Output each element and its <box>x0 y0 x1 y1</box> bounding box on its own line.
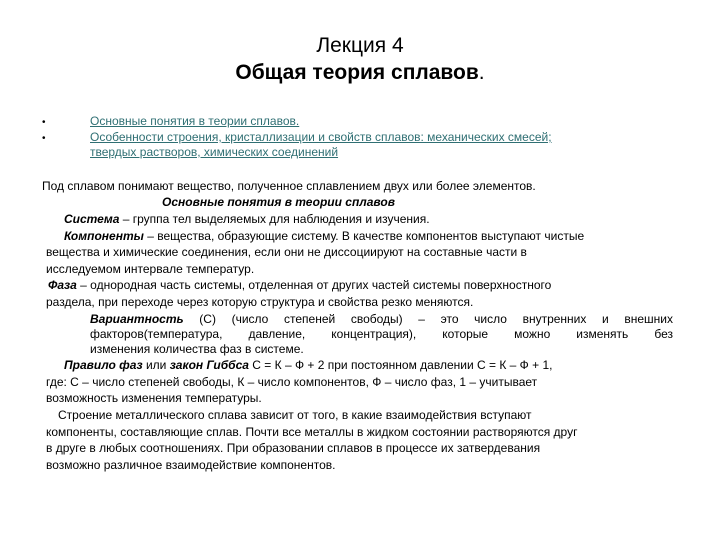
definition-komponenty <box>64 228 584 245</box>
lecture-title-dot: . <box>478 61 485 84</box>
bullet-marker: • <box>42 133 46 144</box>
structure-paragraph-line4: возможно различное взаимодействие компонентов. <box>46 458 336 472</box>
intro-text: Под сплавом понимают вещество, полученное сплавлением двух или более элементов. <box>42 179 536 193</box>
definition-komponenty-line3: исследуемом интервале температур. <box>46 262 255 276</box>
structure-paragraph: Строение металлического сплава зависит от того, в какие взаимодействия вступают <box>58 408 532 422</box>
topic-link-1[interactable]: Основные понятия в теории сплавов. <box>90 114 300 128</box>
lecture-number: Лекция 4 <box>316 34 404 57</box>
topic-link-2-cont[interactable]: твердых растворов, химических соединений <box>90 145 339 159</box>
definition-sistema-text: – группа тел выделяемых для наблюдения и изучения. <box>119 212 430 226</box>
definition-faza-text: – однородная часть системы, отделенная от других частей системы поверхностного <box>76 278 552 292</box>
term-komponenty: Компоненты <box>64 229 144 243</box>
structure-paragraph-line2: компоненты, составляющие сплав. Почти все металлы в жидком состоянии растворяются друг <box>46 425 578 439</box>
term-variantnost: Вариантность <box>90 312 184 326</box>
structure-paragraph-line3: в друге в любых соотношениях. При образовании сплавов в процессе их затвердевания <box>46 441 541 455</box>
gibbs-formula: С = К – Ф + 2 при постоянном давлении С = К – Ф + 1, <box>248 358 553 372</box>
topic-link-2[interactable]: Особенности строения, кристаллизации и свойств сплавов: механических смесей; <box>90 130 552 144</box>
term-faza: Фаза <box>48 278 77 292</box>
definition-faza <box>48 277 551 294</box>
definition-variantnost-line2: факторов(температура, давление, концентрация), которые можно изменять без <box>90 327 673 341</box>
definition-variantnost-text: (С) (число степеней свободы) – это число внутренних и внешних <box>183 312 673 326</box>
term-gibbs-law: закон Гиббса <box>169 358 249 372</box>
term-phase-rule: Правило фаз <box>64 358 143 372</box>
definition-sistema <box>64 211 430 228</box>
term-sistema: Система <box>64 212 120 226</box>
gibbs-rule-line3: возможность изменения температуры. <box>46 391 262 405</box>
definition-faza-line2: раздела, при переходе через которую структура и свойства резко меняются. <box>46 295 474 309</box>
gibbs-rule <box>64 357 552 374</box>
lecture-title-text: Общая теория сплавов <box>235 61 479 84</box>
bullet-marker: • <box>42 117 46 128</box>
gibbs-rule-line2: где: С – число степеней свободы, К – число компонентов, Ф – число фаз, 1 – учитывает <box>46 375 538 389</box>
subheading: Основные понятия в теории сплавов <box>162 195 395 209</box>
definition-komponenty-line2: вещества и химические соединения, если они не диссоциируют на составные части в <box>46 245 527 259</box>
gibbs-connector: или <box>142 358 170 372</box>
lecture-title <box>0 61 720 85</box>
definition-komponenty-text: – вещества, образующие систему. В качестве компонентов выступают чистые <box>143 229 585 243</box>
definition-variantnost-line3: изменения количества фаз в системе. <box>90 342 304 356</box>
